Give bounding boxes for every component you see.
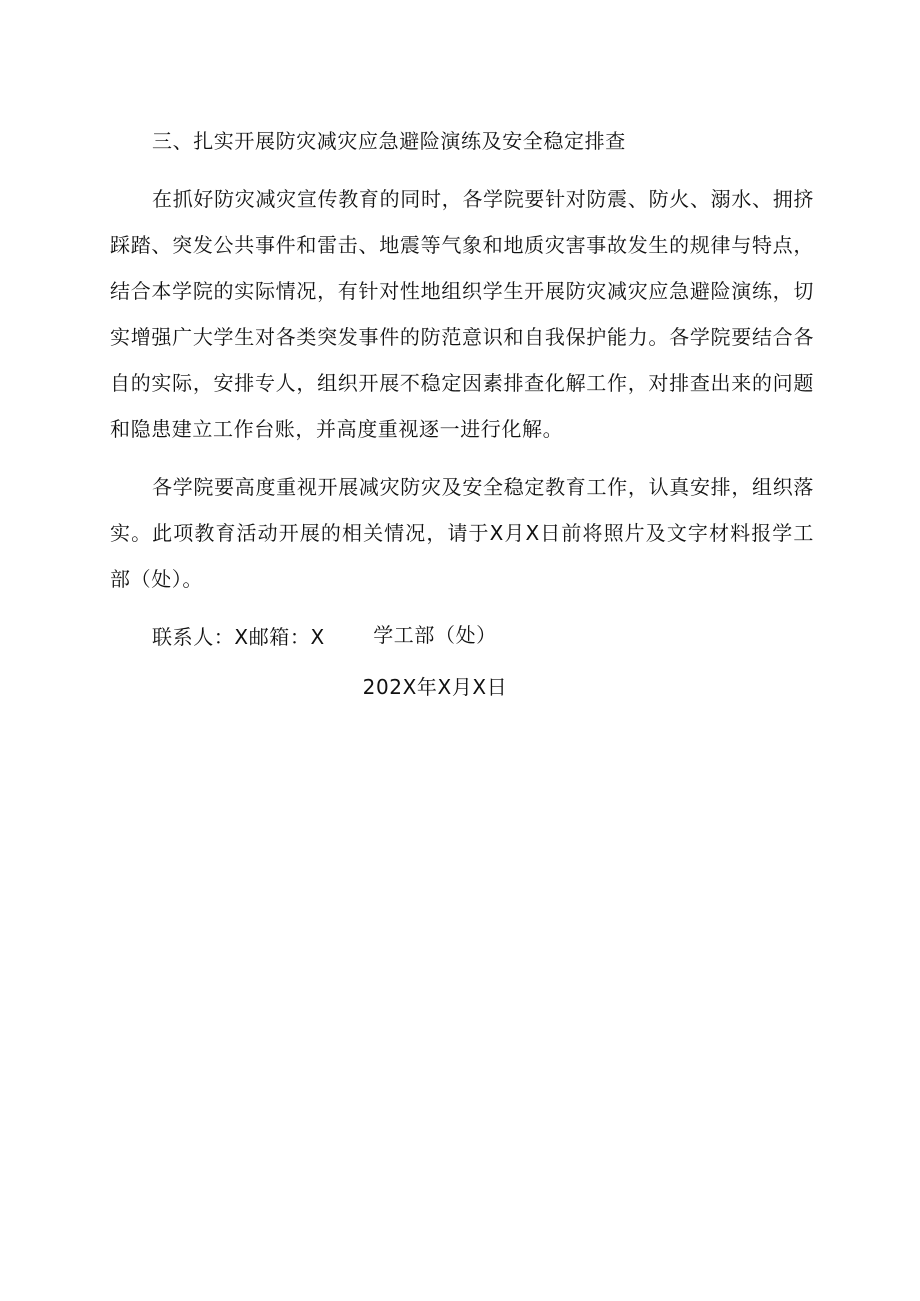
section-heading: 三、扎实开展防灾减灾应急避险演练及安全稳定排查 [152, 129, 626, 153]
paragraph-drill-and-inspection: 在抓好防灾减灾宣传教育的同时，各学院要针对防震、防火、溺水、拥挤踩踏、突发公共事件和雷击、地震等气象和地质灾害事故发生的规律与特点，结合本学院的实际情况，有针对性地组织学生开展防灾减灾应急避险演练，切实增强广大学生对各类突发事件的防范意识和自我保护能力。各学院要结合各自的实际，安排专人，组织开展不稳定因素排查化解工作，对排查出来的问题和隐患建立工作台账，并高度重视逐一进行化解。 [110, 187, 814, 441]
paragraph-implementation-request: 各学院要高度重视开展减灾防灾及安全稳定教育工作，认真安排，组织落实。此项教育活动开展的相关情况，请于X月X日前将照片及文字材料报学工部（处）。 [110, 475, 814, 591]
signature-date: 202X年X月X日 [362, 675, 508, 699]
contact-line: 联系人：X邮箱：X [152, 625, 325, 649]
signature-department: 学工部（处） [373, 623, 497, 647]
document-body [110, 118, 814, 672]
